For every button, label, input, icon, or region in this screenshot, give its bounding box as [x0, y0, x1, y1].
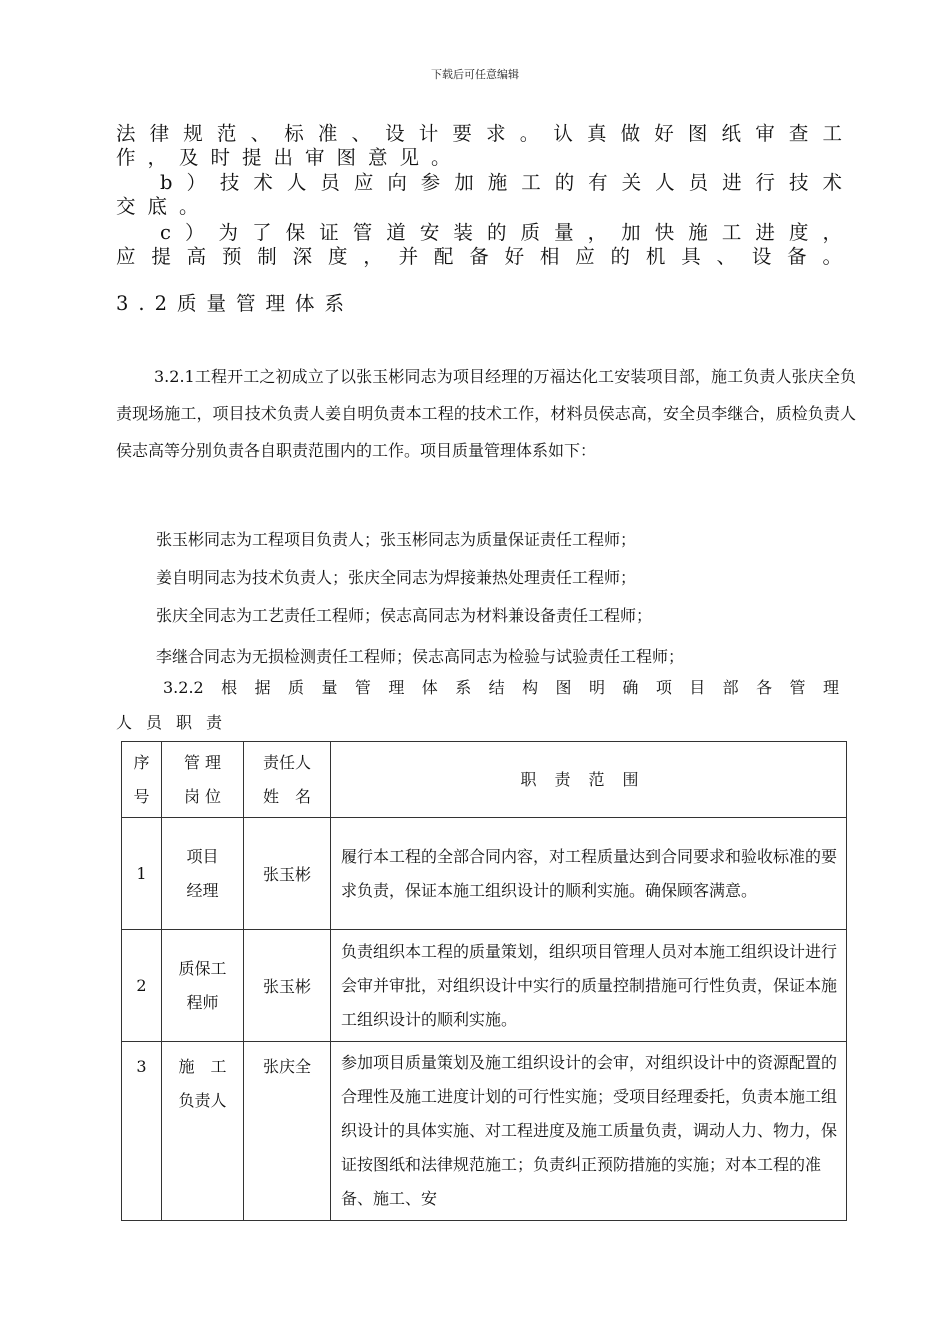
row-scope: 参加项目质量策划及施工组织设计的会审，对组织设计中的资源配置的合理性及施工进度计划的可行性实施；受项目经理委托，负责本施工组织设计的具体实施、对工程进度及施工质量负责，调动人力、物力，保证按图纸和法律规范施工；负责纠正预防措施的实施；对本工程的准备、施工、安 [331, 1042, 847, 1221]
row-number: 3 [122, 1042, 162, 1221]
row-post-line-1: 项目 [186, 846, 219, 866]
header-person-line-2: 姓 名 [262, 786, 311, 806]
assignment-line-1: 张玉彬同志为工程项目负责人；张玉彬同志为质量保证责任工程师； [156, 530, 637, 549]
header-person [244, 742, 331, 818]
row-post-line-2: 程师 [186, 992, 219, 1012]
page-header-note: 下载后可任意编辑 [431, 68, 519, 81]
header-post-line-1: 管 理 [183, 752, 222, 772]
table-row [122, 818, 847, 930]
table-row [122, 1042, 847, 1221]
header-person-line-1: 责任人 [262, 752, 311, 772]
intro-line-4: 交底。 [116, 195, 211, 218]
row-person: 张庆全 [244, 1042, 331, 1221]
table-header-row [122, 742, 847, 818]
header-number [122, 742, 162, 818]
header-post [162, 742, 244, 818]
header-number-line-2: 号 [133, 786, 150, 806]
intro-line-1: 法律规范、标准、设计要求。认真做好图纸审查工 [116, 122, 842, 145]
intro-line-5: c）为了保证管道安装的质量，加快施工进度， [160, 221, 842, 244]
header-number-line-1: 序 [133, 752, 150, 772]
header-post-line-2: 岗 位 [183, 786, 222, 806]
intro-line-2: 作，及时提出审图意见。 [116, 146, 463, 169]
paragraph-322-line-2: 人员职责 [116, 713, 237, 732]
paragraph-322-line-1: 3.2.2根据质量管理体系结构图明确项目部各管理 [163, 678, 839, 697]
intro-line-3: b）技术人员应向参加施工的有关人员进行技术 [160, 171, 842, 194]
section-title: 3.2质量管理体系 [116, 292, 355, 315]
row-scope: 履行本工程的全部合同内容，对工程质量达到合同要求和验收标准的要求负责，保证本施工组织设计的顺利实施。确保顾客满意。 [331, 818, 847, 930]
paragraph-321: 3.2.1工程开工之初成立了以张玉彬同志为项目经理的万福达化工安装项目部，施工负责人张庆全负责现场施工，项目技术负责人姜自明负责本工程的技术工作，材料员侯志高，安全员李继合，质检负责人侯志高等分别负责各自职责范围内的工作。项目质量管理体系如下： [116, 367, 856, 460]
row-scope: 负责组织本工程的质量策划，组织项目管理人员对本施工组织设计进行会审并审批，对组织设计中实行的质量控制措施可行性负责，保证本施工组织设计的顺利实施。 [331, 930, 847, 1042]
row-number: 1 [122, 818, 162, 930]
row-post-line-1: 质保工 [178, 958, 227, 978]
assignment-line-2: 姜自明同志为技术负责人；张庆全同志为焊接兼热处理责任工程师； [156, 568, 637, 587]
row-post-line-2: 负责人 [178, 1091, 227, 1110]
row-person: 张玉彬 [244, 930, 331, 1042]
intro-line-6: 应提高预制深度，并配备好相应的机具、设备。 [116, 245, 842, 268]
responsibility-table [121, 741, 847, 1221]
row-person: 张玉彬 [244, 818, 331, 930]
table-row [122, 930, 847, 1042]
assignment-line-4: 李继合同志为无损检测责任工程师；侯志高同志为检验与试验责任工程师； [156, 647, 685, 666]
row-post-line-2: 经理 [186, 880, 219, 900]
assignment-line-3: 张庆全同志为工艺责任工程师；侯志高同志为材料兼设备责任工程师； [156, 606, 653, 625]
row-number: 2 [122, 930, 162, 1042]
row-post [162, 930, 244, 1042]
row-post [162, 818, 244, 930]
header-scope: 职责范围 [331, 742, 847, 818]
row-post-line-1: 施 工 [178, 1057, 227, 1076]
row-post [162, 1042, 244, 1221]
